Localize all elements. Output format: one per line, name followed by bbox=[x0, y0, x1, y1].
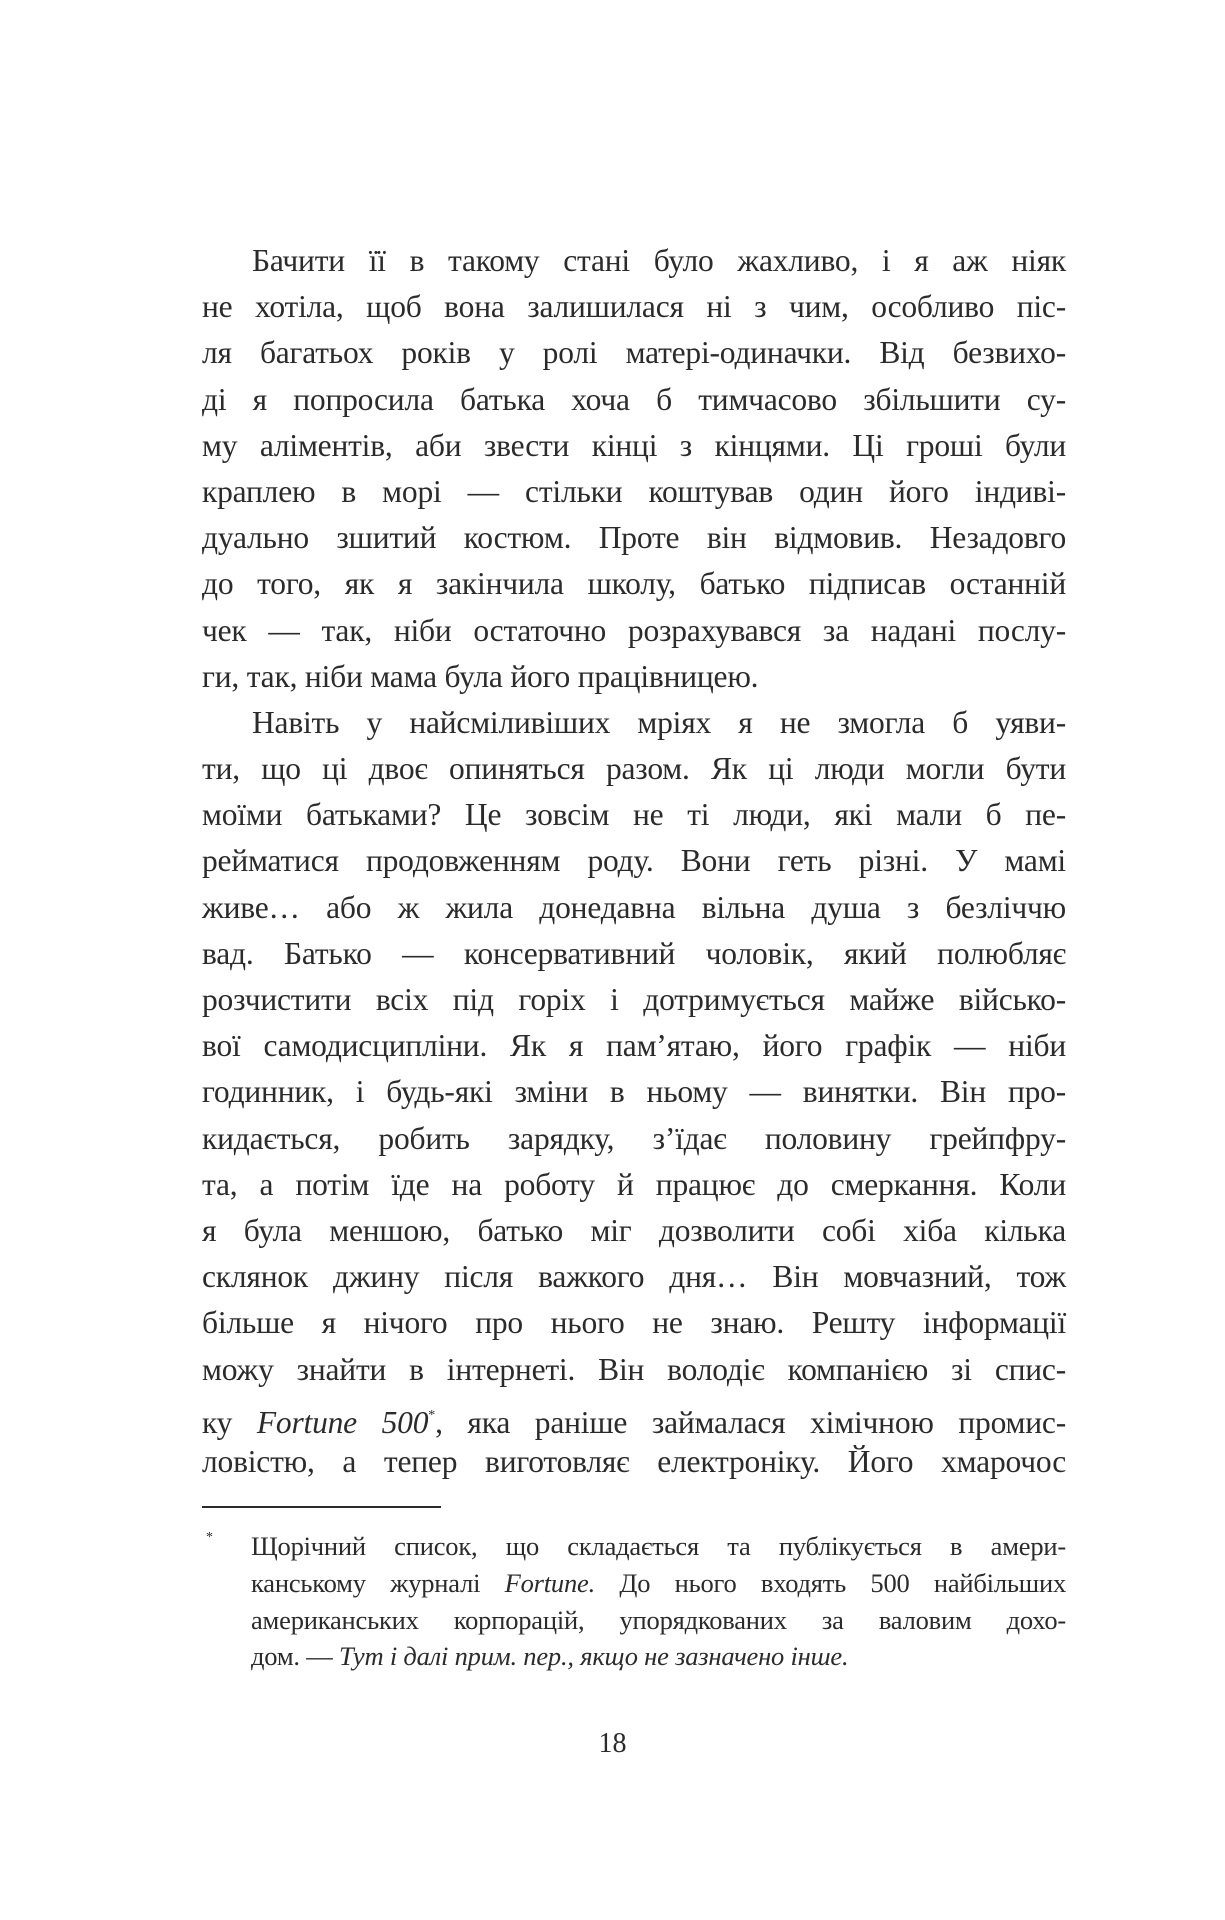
footnote bbox=[202, 1528, 1066, 1675]
italic-text: Fortune 500 bbox=[256, 1404, 429, 1440]
text-line: ловістю, а тепер виготовляє електроніку. Його хмарочос bbox=[202, 1443, 1066, 1479]
text-line: Щорічний список, що складається та публікується в амери- bbox=[251, 1531, 1066, 1561]
text-line: вої самодисципліни. Як я пам’ятаю, його графік — ніби bbox=[202, 1028, 1066, 1064]
text-line: ді я попросила батька хоча б тимчасово збільшити су- bbox=[202, 381, 1066, 417]
text-line: вад. Батько — консервативний чоловік, який полюбляє bbox=[202, 935, 1066, 971]
text-segment: дом. — bbox=[251, 1641, 339, 1672]
text-line: я була меншою, батько міг дозволити собі хіба кілька bbox=[202, 1212, 1066, 1248]
text-line: Бачити її в такому стані було жахливо, і я аж ніяк bbox=[252, 243, 1066, 278]
footnote-text bbox=[251, 1528, 1066, 1675]
footnote-marker: * bbox=[206, 1530, 213, 1545]
text-line: кидається, робить зарядку, з’їдає половину грейпфру- bbox=[202, 1120, 1066, 1156]
text-line bbox=[251, 1565, 1066, 1602]
footnote-separator bbox=[202, 1506, 441, 1508]
text-segment: ку bbox=[202, 1404, 257, 1440]
text-line bbox=[202, 1393, 1066, 1439]
text-line: та, а потім їде на роботу й працює до смеркання. Коли bbox=[202, 1166, 1066, 1202]
italic-text: Fortune. bbox=[504, 1567, 595, 1598]
page-number: 18 bbox=[598, 1728, 627, 1759]
text-line: годинник, і будь-які зміни в ньому — винятки. Він про- bbox=[202, 1074, 1066, 1110]
text-line: ти, що ці двоє опиняться разом. Як ці люди могли бути bbox=[202, 751, 1066, 787]
text-line: краплею в морі — стільки коштував один його індиві- bbox=[202, 473, 1066, 509]
text-line: ги, так, ніби мама була його працівницею. bbox=[202, 658, 759, 694]
text-line: склянок джину після важкого дня… Він мовчазний, тож bbox=[202, 1259, 1066, 1295]
text-line: можу знайти в інтернеті. Він володіє компанією зі спис- bbox=[202, 1351, 1066, 1387]
footnote-reference: * bbox=[428, 1407, 436, 1423]
text-segment: До нього входять 500 найбільших bbox=[595, 1567, 1066, 1598]
text-line: чек — так, ніби остаточно розрахувався за надані послу- bbox=[202, 612, 1066, 648]
text-line: му аліментів, аби звести кінці з кінцями. Ці гроші були bbox=[202, 427, 1066, 463]
text-line: дуально зшитий костюм. Проте він відмовив. Незадовго bbox=[202, 520, 1066, 556]
text-line: більше я нічого про нього не знаю. Решту інформації bbox=[202, 1305, 1066, 1341]
text-line bbox=[251, 1638, 1066, 1675]
text-line: американських корпорацій, упорядкованих за валовим дохо- bbox=[251, 1604, 1066, 1635]
text-line: не хотіла, щоб вона залишилася ні з чим, особливо піс- bbox=[202, 289, 1066, 325]
text-segment: канському журналі bbox=[251, 1567, 505, 1598]
text-line: моїми батьками? Це зовсім не ті люди, які мали б пе- bbox=[202, 797, 1066, 833]
body-text bbox=[202, 238, 1066, 1485]
text-line: рейматися продовженням роду. Вони геть різні. У мамі bbox=[202, 843, 1066, 879]
text-line: живе… або ж жила донедавна вільна душа з безліччю bbox=[202, 889, 1066, 925]
text-line: розчистити всіх під горіх і дотримується майже військо- bbox=[202, 982, 1066, 1017]
text-line: ля багатьох років у ролі матері-одиначки. Від безвихо- bbox=[202, 335, 1066, 371]
text-line: до того, як я закінчила школу, батько підписав останній bbox=[202, 566, 1066, 602]
text-segment: , яка раніше займалася хімічною промис- bbox=[435, 1404, 1066, 1440]
italic-text: Тут і далі прим. пер., якщо не зазначено інше. bbox=[338, 1641, 849, 1672]
text-line: Навіть у найсміливіших мріях я не змогла б уяви- bbox=[252, 704, 1066, 740]
